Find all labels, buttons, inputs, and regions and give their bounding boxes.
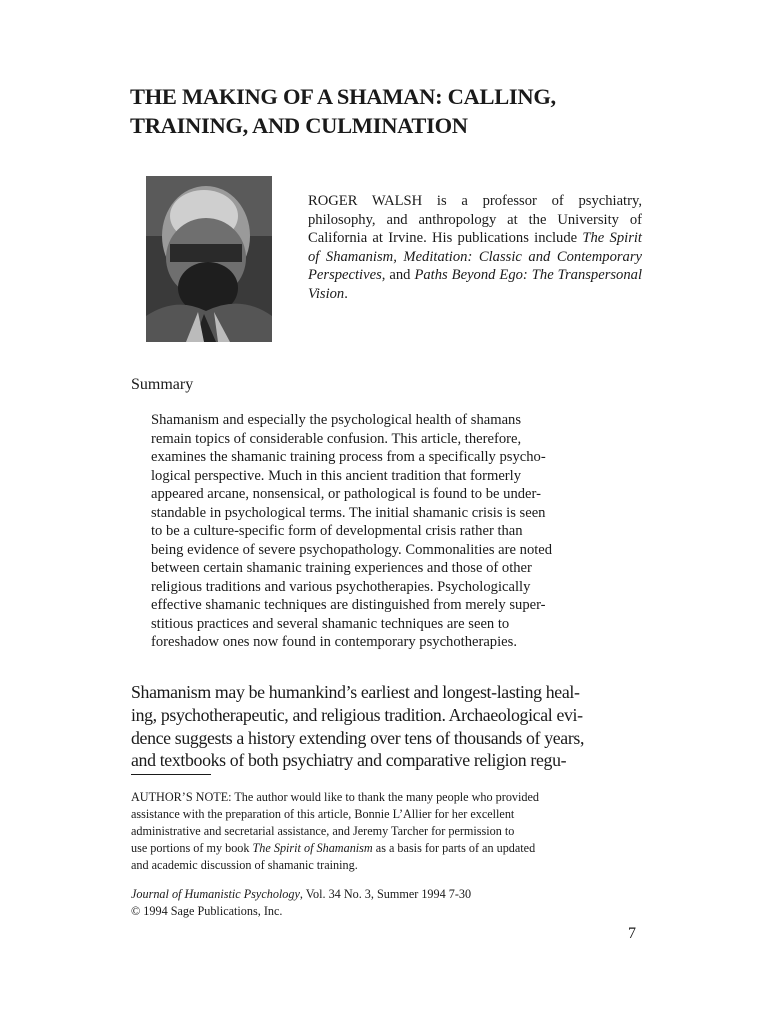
author-portrait-image [146, 176, 272, 342]
author-name: ROGER WALSH [308, 193, 423, 209]
title-line-1: THE MAKING OF A SHAMAN: CALLING, [130, 84, 556, 109]
bio-text-1: is a professor of psychiatry, philosophy, and anthropology at the University of California at Irvine. His publications include [308, 193, 642, 247]
body-paragraph [131, 681, 643, 772]
author-photo [146, 176, 272, 342]
page-number: 7 [628, 925, 636, 942]
note-line: assistance with the preparation of this article, Bonnie L’Allier for her excellent [131, 807, 515, 821]
summary-line: logical perspective. Much in this ancient tradition that formerly [151, 467, 522, 484]
summary-line: appeared arcane, nonsensical, or pathological is found to be under- [151, 486, 541, 502]
summary-line: standable in psychological terms. The initial shamanic crisis is seen [151, 504, 546, 521]
summary-line: being evidence of severe psychopathology. Commonalities are noted [151, 541, 553, 558]
body-line: ing, psychotherapeutic, and religious tradition. Archaeological evi- [131, 704, 583, 725]
summary-line: remain topics of considerable confusion. This article, therefore, [151, 430, 522, 447]
bio-book-2: Paths Beyond Ego: The Transpersonal Vision [308, 267, 642, 302]
body-line: Shamanism may be humankind’s earliest and longest-lasting heal- [131, 682, 580, 702]
author-bio [308, 192, 642, 304]
summary-line: religious traditions and various psychotherapies. Psychologically [151, 578, 531, 595]
citation-details: , Vol. 34 No. 3, Summer 1994 7-30 [299, 887, 472, 901]
summary-line: effective shamanic techniques are distinguished from merely super- [151, 597, 546, 613]
note-line-4-pre: use portions of my book [131, 841, 253, 855]
note-book-title: The Spirit of Shamanism [252, 841, 373, 855]
authors-note [131, 789, 643, 874]
title-line-2: TRAINING, AND CULMINATION [130, 113, 468, 138]
bio-text-end: . [344, 285, 348, 302]
copyright-line: © 1994 Sage Publications, Inc. [131, 904, 283, 918]
journal-citation [131, 886, 643, 920]
summary-line: stitious practices and several shamanic techniques are seen to [151, 615, 510, 632]
body-line: and textbooks of both psychiatry and comparative religion regu- [131, 750, 567, 771]
citation-line [131, 886, 643, 903]
note-line-4-post: as a basis for parts of an updated [372, 841, 536, 855]
note-line-4 [131, 840, 643, 857]
note-line: AUTHOR’S NOTE: The author would like to thank the many people who provided [131, 790, 539, 804]
bio-text-and: and [385, 267, 415, 284]
bio-book-1: The Spirit of Shamanism, Meditation: Classic and Contemporary Perspectives, [308, 230, 642, 284]
summary-heading: Summary [131, 376, 194, 393]
journal-name: Journal of Humanistic Psychology [131, 887, 300, 901]
article-title [130, 82, 650, 140]
summary-line: examines the shamanic training process from a specifically psycho- [151, 449, 546, 465]
summary-line: to be a culture-specific form of developmental crisis rather than [151, 523, 523, 539]
note-line: and academic discussion of shamanic training. [131, 858, 358, 872]
summary-line: between certain shamanic training experiences and those of other [151, 560, 532, 576]
summary-line: foreshadow ones now found in contemporary psychotherapies. [151, 634, 517, 650]
summary-abstract [151, 411, 623, 652]
note-line: administrative and secretarial assistance, and Jeremy Tarcher for permission to [131, 824, 515, 838]
summary-line: Shamanism and especially the psychological health of shamans [151, 412, 522, 428]
footnote-divider [131, 774, 211, 775]
body-line: dence suggests a history extending over tens of thousands of years, [131, 727, 585, 748]
